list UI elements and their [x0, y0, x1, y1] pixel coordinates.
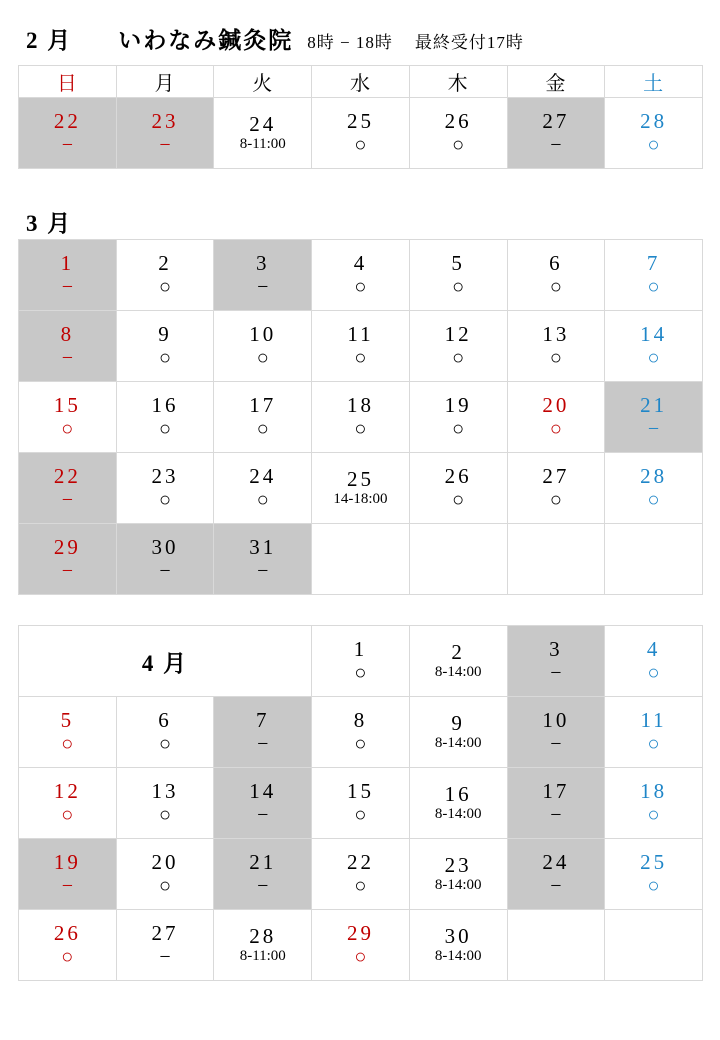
day-number: 1	[353, 637, 368, 662]
day-mark: ○	[61, 417, 74, 440]
day-number: 22	[346, 850, 374, 875]
day-mark: ○	[549, 346, 562, 369]
day-number: 27	[151, 921, 179, 946]
day-mark: ○	[159, 346, 172, 369]
day-mark: ○	[159, 275, 172, 298]
month-label-march: 3 月	[26, 210, 73, 236]
day-mark: ○	[61, 803, 74, 826]
day-cell[interactable]	[409, 839, 507, 910]
day-number: 1	[60, 251, 75, 276]
table-row	[19, 382, 703, 453]
day-mark: ○	[452, 346, 465, 369]
day-mark: −	[550, 661, 562, 684]
day-mark: −	[257, 874, 269, 897]
day-cell[interactable]	[19, 524, 117, 595]
day-cell[interactable]	[507, 626, 605, 697]
day-mark: ○	[159, 417, 172, 440]
day-mark: −	[550, 874, 562, 897]
day-cell[interactable]	[19, 839, 117, 910]
spacer-february-march	[18, 169, 702, 203]
day-cell[interactable]	[19, 768, 117, 839]
table-row	[19, 453, 703, 524]
day-cell[interactable]	[409, 910, 507, 981]
empty-cell	[605, 910, 703, 981]
day-number: 29	[53, 535, 81, 560]
day-cell[interactable]	[312, 626, 410, 697]
day-cell[interactable]	[312, 910, 410, 981]
day-mark: ○	[647, 661, 660, 684]
table-row	[19, 697, 703, 768]
day-mark: ○	[354, 732, 367, 755]
day-number: 25	[346, 467, 374, 492]
weekday-header-sat: 土	[605, 66, 703, 98]
day-number: 6	[158, 708, 172, 733]
day-mark: ○	[452, 275, 465, 298]
day-number: 9	[158, 322, 172, 347]
day-cell[interactable]	[214, 839, 312, 910]
day-number: 26	[444, 109, 472, 134]
day-cell[interactable]	[214, 453, 312, 524]
day-mark: −	[257, 803, 269, 826]
day-cell[interactable]	[409, 382, 507, 453]
day-mark: ○	[256, 488, 269, 511]
day-mark: −	[61, 559, 73, 582]
day-number: 16	[151, 393, 179, 418]
day-number: 20	[151, 850, 179, 875]
day-cell[interactable]	[19, 697, 117, 768]
day-cell[interactable]	[409, 98, 507, 169]
day-cell[interactable]	[409, 697, 507, 768]
day-mark: ○	[256, 417, 269, 440]
day-cell[interactable]	[605, 311, 703, 382]
month-label-april-cell	[19, 626, 312, 697]
day-cell[interactable]	[116, 524, 214, 595]
day-number: 4	[646, 637, 661, 662]
day-number: 24	[249, 464, 277, 489]
weekday-header-thu: 木	[409, 66, 507, 98]
day-cell[interactable]	[605, 98, 703, 169]
day-mark: −	[550, 133, 562, 156]
day-number: 27	[542, 109, 570, 134]
day-number: 23	[151, 109, 179, 134]
month-label-april: 4 月	[141, 650, 189, 676]
day-mark: −	[257, 559, 269, 582]
table-row	[19, 910, 703, 981]
day-mark: ○	[354, 133, 367, 156]
day-mark: ○	[647, 133, 660, 156]
day-mark: −	[61, 874, 73, 897]
day-number: 19	[53, 850, 81, 875]
day-mark: 8-14:00	[434, 806, 482, 823]
day-cell[interactable]	[507, 382, 605, 453]
day-number: 26	[53, 921, 81, 946]
day-mark: ○	[452, 417, 465, 440]
day-number: 20	[542, 393, 570, 418]
day-cell[interactable]	[507, 311, 605, 382]
day-cell[interactable]	[507, 768, 605, 839]
day-number: 3	[549, 637, 563, 662]
day-number: 13	[542, 322, 570, 347]
day-cell[interactable]	[409, 311, 507, 382]
day-cell[interactable]	[116, 453, 214, 524]
day-cell[interactable]	[409, 453, 507, 524]
day-cell[interactable]	[409, 626, 507, 697]
weekday-header-row	[19, 66, 703, 98]
day-cell[interactable]	[312, 697, 410, 768]
day-number: 30	[444, 924, 472, 949]
day-number: 25	[640, 850, 668, 875]
day-number: 12	[53, 779, 81, 804]
day-mark: ○	[354, 661, 367, 684]
day-cell[interactable]	[507, 697, 605, 768]
day-number: 19	[444, 393, 472, 418]
day-mark: ○	[61, 945, 74, 968]
empty-cell	[507, 524, 605, 595]
day-mark: −	[159, 559, 171, 582]
day-mark: 8-11:00	[239, 948, 286, 965]
day-mark: ○	[159, 874, 172, 897]
day-cell[interactable]	[214, 768, 312, 839]
day-cell[interactable]	[116, 382, 214, 453]
table-row	[19, 839, 703, 910]
day-mark: ○	[647, 874, 660, 897]
day-mark: ○	[647, 346, 660, 369]
day-mark: 8-14:00	[434, 877, 482, 894]
empty-cell	[409, 524, 507, 595]
day-cell[interactable]	[312, 382, 410, 453]
day-number: 22	[53, 464, 81, 489]
day-mark: −	[257, 732, 269, 755]
day-cell[interactable]	[116, 98, 214, 169]
day-number: 8	[353, 708, 368, 733]
day-mark: ○	[452, 133, 465, 156]
day-cell[interactable]	[605, 382, 703, 453]
april-body	[19, 626, 703, 981]
day-number: 6	[549, 251, 563, 276]
day-cell[interactable]	[605, 697, 703, 768]
table-row	[19, 626, 703, 697]
day-mark: −	[61, 133, 73, 156]
day-mark: 14-18:00	[333, 491, 388, 508]
day-number: 9	[451, 711, 465, 736]
table-row	[19, 240, 703, 311]
day-cell[interactable]	[605, 768, 703, 839]
day-number: 25	[346, 109, 374, 134]
table-row	[19, 311, 703, 382]
day-cell[interactable]	[19, 311, 117, 382]
day-cell[interactable]	[605, 453, 703, 524]
day-number: 3	[256, 251, 270, 276]
day-number: 27	[542, 464, 570, 489]
day-number: 10	[542, 708, 570, 733]
day-cell[interactable]	[116, 697, 214, 768]
day-mark: ○	[549, 275, 562, 298]
day-cell[interactable]	[116, 910, 214, 981]
day-mark: ○	[452, 488, 465, 511]
march-body	[19, 240, 703, 595]
calendar-table-march	[18, 239, 703, 595]
day-number: 29	[346, 921, 374, 946]
day-cell[interactable]	[312, 311, 410, 382]
day-number: 18	[346, 393, 374, 418]
day-number: 24	[542, 850, 570, 875]
day-number: 13	[151, 779, 179, 804]
day-mark: ○	[256, 346, 269, 369]
day-cell[interactable]	[409, 768, 507, 839]
last-reception-note: 最終受付17時	[414, 33, 524, 52]
weekday-header-sun: 日	[19, 66, 117, 98]
day-mark: ○	[647, 488, 660, 511]
day-number: 8	[60, 322, 75, 347]
day-number: 15	[346, 779, 374, 804]
day-mark: ○	[159, 732, 172, 755]
clinic-name: いわなみ鍼灸院	[118, 28, 294, 53]
day-number: 30	[151, 535, 179, 560]
day-cell[interactable]	[116, 768, 214, 839]
day-cell[interactable]	[19, 240, 117, 311]
day-mark: ○	[549, 417, 562, 440]
day-mark: 8-14:00	[434, 948, 482, 965]
table-row	[19, 768, 703, 839]
day-cell[interactable]	[507, 240, 605, 311]
day-number: 10	[249, 322, 277, 347]
day-cell[interactable]	[507, 98, 605, 169]
day-cell[interactable]	[605, 626, 703, 697]
day-number: 28	[249, 924, 277, 949]
day-number: 5	[60, 708, 75, 733]
day-number: 28	[640, 464, 668, 489]
day-number: 14	[249, 779, 277, 804]
weekday-header-mon: 月	[116, 66, 214, 98]
day-mark: −	[61, 346, 73, 369]
weekday-header-wed: 水	[312, 66, 410, 98]
day-mark: ○	[647, 732, 660, 755]
day-cell[interactable]	[312, 839, 410, 910]
day-number: 15	[53, 393, 81, 418]
day-number: 11	[347, 322, 374, 347]
day-mark: ○	[354, 803, 367, 826]
day-cell[interactable]	[214, 98, 312, 169]
day-mark: −	[159, 945, 171, 968]
day-cell[interactable]	[507, 839, 605, 910]
day-mark: ○	[647, 803, 660, 826]
day-cell[interactable]	[214, 910, 312, 981]
day-number: 28	[640, 109, 668, 134]
day-number: 16	[444, 782, 472, 807]
day-mark: −	[257, 275, 269, 298]
empty-cell	[507, 910, 605, 981]
day-mark: ○	[549, 488, 562, 511]
empty-cell	[605, 524, 703, 595]
day-number: 17	[542, 779, 570, 804]
spacer-march-april	[18, 595, 702, 625]
day-number: 26	[444, 464, 472, 489]
day-mark: ○	[354, 874, 367, 897]
day-mark: ○	[647, 275, 660, 298]
day-number: 23	[444, 853, 472, 878]
day-cell[interactable]	[19, 382, 117, 453]
day-mark: ○	[159, 488, 172, 511]
day-mark: −	[647, 417, 660, 440]
day-cell[interactable]	[214, 524, 312, 595]
table-row	[19, 98, 703, 169]
day-number: 11	[640, 708, 667, 733]
day-number: 31	[249, 535, 277, 560]
day-number: 7	[256, 708, 270, 733]
day-cell[interactable]	[605, 240, 703, 311]
day-mark: ○	[354, 945, 367, 968]
day-mark: −	[159, 133, 171, 156]
month-heading-march-row	[18, 203, 702, 239]
day-mark: −	[61, 275, 73, 298]
day-cell[interactable]	[312, 453, 410, 524]
month-label-february: 2 月	[26, 28, 73, 53]
day-number: 2	[158, 251, 172, 276]
day-number: 21	[640, 393, 668, 418]
day-cell[interactable]	[312, 768, 410, 839]
page-header	[18, 22, 702, 55]
day-cell[interactable]	[507, 453, 605, 524]
day-cell[interactable]	[214, 697, 312, 768]
day-cell[interactable]	[214, 240, 312, 311]
day-number: 12	[444, 322, 472, 347]
day-mark: ○	[354, 417, 367, 440]
day-number: 7	[646, 251, 661, 276]
day-mark: −	[550, 732, 562, 755]
day-mark: −	[550, 803, 562, 826]
day-cell[interactable]	[214, 311, 312, 382]
day-mark: ○	[61, 732, 74, 755]
day-mark: −	[61, 488, 73, 511]
day-mark: ○	[354, 346, 367, 369]
day-number: 5	[451, 251, 465, 276]
day-cell[interactable]	[312, 240, 410, 311]
day-cell[interactable]	[312, 98, 410, 169]
day-mark: 8-14:00	[434, 664, 482, 681]
day-cell[interactable]	[19, 910, 117, 981]
day-cell[interactable]	[214, 382, 312, 453]
calendar-table-april	[18, 625, 703, 981]
day-number: 23	[151, 464, 179, 489]
day-mark: ○	[354, 275, 367, 298]
day-number: 18	[640, 779, 668, 804]
day-cell[interactable]	[116, 240, 214, 311]
day-cell[interactable]	[409, 240, 507, 311]
day-number: 24	[249, 112, 277, 137]
day-number: 21	[249, 850, 277, 875]
business-hours: 8時 − 18時	[307, 33, 393, 52]
day-cell[interactable]	[19, 453, 117, 524]
day-number: 4	[353, 251, 368, 276]
day-number: 14	[640, 322, 668, 347]
day-cell[interactable]	[605, 839, 703, 910]
day-number: 22	[53, 109, 81, 134]
day-cell[interactable]	[116, 839, 214, 910]
day-mark: 8-14:00	[434, 735, 482, 752]
day-number: 17	[249, 393, 277, 418]
day-number: 2	[451, 640, 465, 665]
empty-cell	[312, 524, 410, 595]
day-cell[interactable]	[116, 311, 214, 382]
day-mark: 8-11:00	[239, 136, 286, 153]
calendar-table-february	[18, 65, 703, 169]
weekday-header-tue: 火	[214, 66, 312, 98]
day-cell[interactable]	[19, 98, 117, 169]
february-body	[19, 98, 703, 169]
day-mark: ○	[159, 803, 172, 826]
weekday-header-fri: 金	[507, 66, 605, 98]
table-row	[19, 524, 703, 595]
